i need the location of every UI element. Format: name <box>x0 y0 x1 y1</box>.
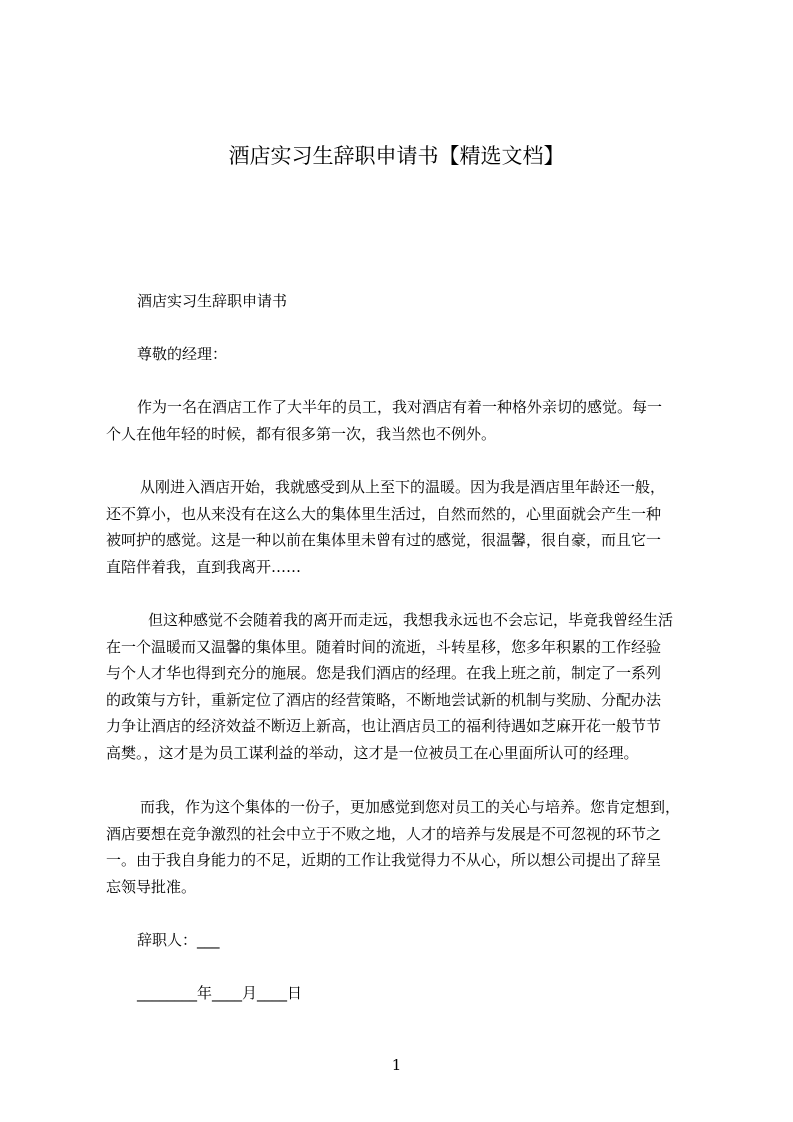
document-title: 酒店实习生辞职申请书【精选文档】 <box>228 144 565 168</box>
paragraph-4-line: 一。由于我自身能力的不足，近期的工作让我觉得力不从心，所以想公司提出了辞呈 <box>106 851 662 869</box>
paragraph-1 <box>106 394 662 447</box>
paragraph-4-line: 忘领导批准。 <box>106 877 197 896</box>
paragraph-3-line: 在一个温暖而又温馨的集体里。随着时间的流逝，斗转星移，您多年积累的工作经验 <box>106 637 662 656</box>
paragraph-3 <box>106 607 673 766</box>
paragraph-2-line: 从刚进入酒店开始，我就感受到从上至下的温暖。因为我是酒店里年龄还一般， <box>140 478 666 496</box>
paragraph-4 <box>106 794 680 900</box>
salutation: 尊敬的经理： <box>137 345 228 363</box>
paragraph-3-line: 的政策与方针，重新定位了酒店的经营策略，不断地尝试新的机制与奖励、分配办法 <box>106 690 662 709</box>
paragraph-2-line: 直陪伴着我，直到我离开…… <box>106 557 302 576</box>
paragraph-4-line: 而我，作为这个集体的一份子，更加感觉到您对员工的关心与培养。您肯定想到， <box>140 798 681 816</box>
paragraph-2-line: 被呵护的感觉。这是一种以前在集体里未曾有过的感觉，很温馨，很自豪，而且它一 <box>106 531 662 549</box>
paragraph-3-line: 高樊。，这才是为员工谋利益的举动，这才是一位被员工在心里面所认可的经理。 <box>106 743 639 762</box>
date-line: ________年____月____日 <box>137 984 303 1002</box>
paragraph-3-line: 力争让酒店的经济效益不断迈上新高，也让酒店员工的福利待遇如芝麻开花一般节节 <box>106 717 662 735</box>
letter-heading: 酒店实习生辞职申请书 <box>137 292 288 310</box>
paragraph-2 <box>106 474 665 580</box>
signature-line: 辞职人：___ <box>137 931 220 949</box>
paragraph-3-line: 但这种感觉不会随着我的离开而走远，我想我永远也不会忘记，毕竟我曾经生活 <box>148 611 674 629</box>
page-number: 1 <box>391 1056 402 1074</box>
paragraph-4-line: 酒店要想在竞争激烈的社会中立于不败之地，人才的培养与发展是不可忽视的环节之 <box>106 824 662 843</box>
paragraph-1-line: 个人在他年轻的时候，都有很多第一次，我当然也不例外。 <box>106 424 497 443</box>
paragraph-3-line: 与个人才华也得到充分的施展。您是我们酒店的经理。在我上班之前，制定了一系列 <box>106 664 662 682</box>
paragraph-1-line: 作为一名在酒店工作了大半年的员工，我对酒店有着一种格外亲切的感觉。每一 <box>137 398 663 416</box>
paragraph-2-line: 还不算小，也从来没有在这么大的集体里生活过，自然而然的，心里面就会产生一种 <box>106 504 662 523</box>
